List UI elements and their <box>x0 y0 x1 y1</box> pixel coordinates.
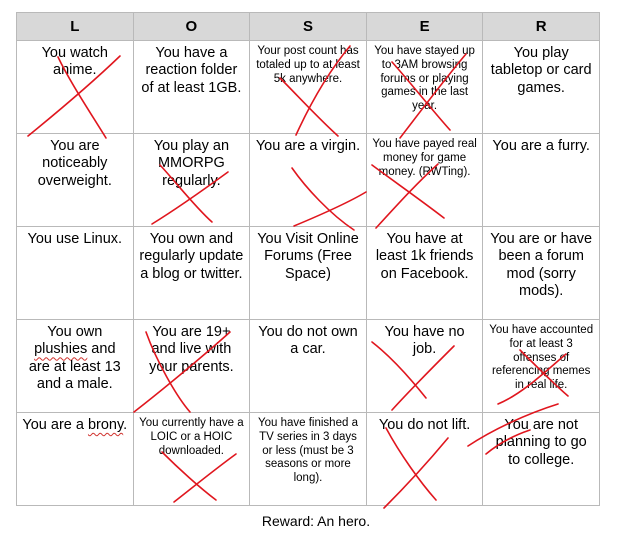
board-row <box>17 320 600 413</box>
brony-word: brony <box>87 417 124 433</box>
header-letter-s: S <box>250 13 367 41</box>
header-row <box>17 13 600 41</box>
cell-tv-series: You have finished a TV series in 3 days or less (must be 3 seasons or more long). <box>250 413 367 506</box>
cell-rwt: You have payed real money for game money. (RWTing). <box>366 134 483 227</box>
header-letter-l: L <box>17 13 134 41</box>
cell-virgin: You are a virgin. <box>250 134 367 227</box>
bingo-board <box>16 12 600 506</box>
plushies-suffix: and are at least 13 and a male. <box>28 341 121 393</box>
header-letter-o: O <box>133 13 250 41</box>
cell-forum-mod: You are or have been a forum mod (sorry mods). <box>483 227 600 320</box>
cell-free-space: You Visit Online Forums (Free Space) <box>250 227 367 320</box>
cell-memes-irl: You have accounted for at least 3 offenses of referencing memes in real life. <box>483 320 600 413</box>
header-letter-r: R <box>483 13 600 41</box>
reward-caption: Reward: An hero. <box>261 513 371 529</box>
header-letter-e: E <box>366 13 483 41</box>
cell-linux: You use Linux. <box>17 227 134 320</box>
cell-college: You are not planning to go to college. <box>483 413 600 506</box>
cell-post-count: Your post count has totaled up to at least 5k anywhere. <box>250 41 367 134</box>
cell-stayed-up-late: You have stayed up to 3AM browsing forums or playing games in the last year. <box>366 41 483 134</box>
cell-blog-twitter: You own and regularly update a blog or twitter. <box>133 227 250 320</box>
cell-watch-anime: You watch anime. <box>17 41 134 134</box>
cell-reaction-folder: You have a reaction folder of at least 1GB. <box>133 41 250 134</box>
cell-plushies <box>17 320 134 413</box>
board-row <box>17 134 600 227</box>
cell-no-job: You have no job. <box>366 320 483 413</box>
cell-furry: You are a furry. <box>483 134 600 227</box>
cell-tabletop-games: You play tabletop or card games. <box>483 41 600 134</box>
board-row <box>17 41 600 134</box>
plushies-word: plushies <box>34 341 88 358</box>
cell-loic: You currently have a LOIC or a HOIC downloaded. <box>133 413 250 506</box>
board-row <box>17 227 600 320</box>
cell-live-with-parents: You are 19+ and live with your parents. <box>133 320 250 413</box>
cell-overweight: You are noticeably overweight. <box>17 134 134 227</box>
cell-facebook-friends: You have at least 1k friends on Facebook. <box>366 227 483 320</box>
board-row <box>17 413 600 506</box>
plushies-prefix: You own <box>47 324 103 340</box>
cell-do-not-lift: You do not lift. <box>366 413 483 506</box>
cell-mmorpg: You play an MMORPG regularly. <box>133 134 250 227</box>
brony-prefix: You are a <box>22 417 88 433</box>
brony-suffix: . <box>123 417 128 433</box>
cell-brony <box>17 413 134 506</box>
cell-no-car: You do not own a car. <box>250 320 367 413</box>
